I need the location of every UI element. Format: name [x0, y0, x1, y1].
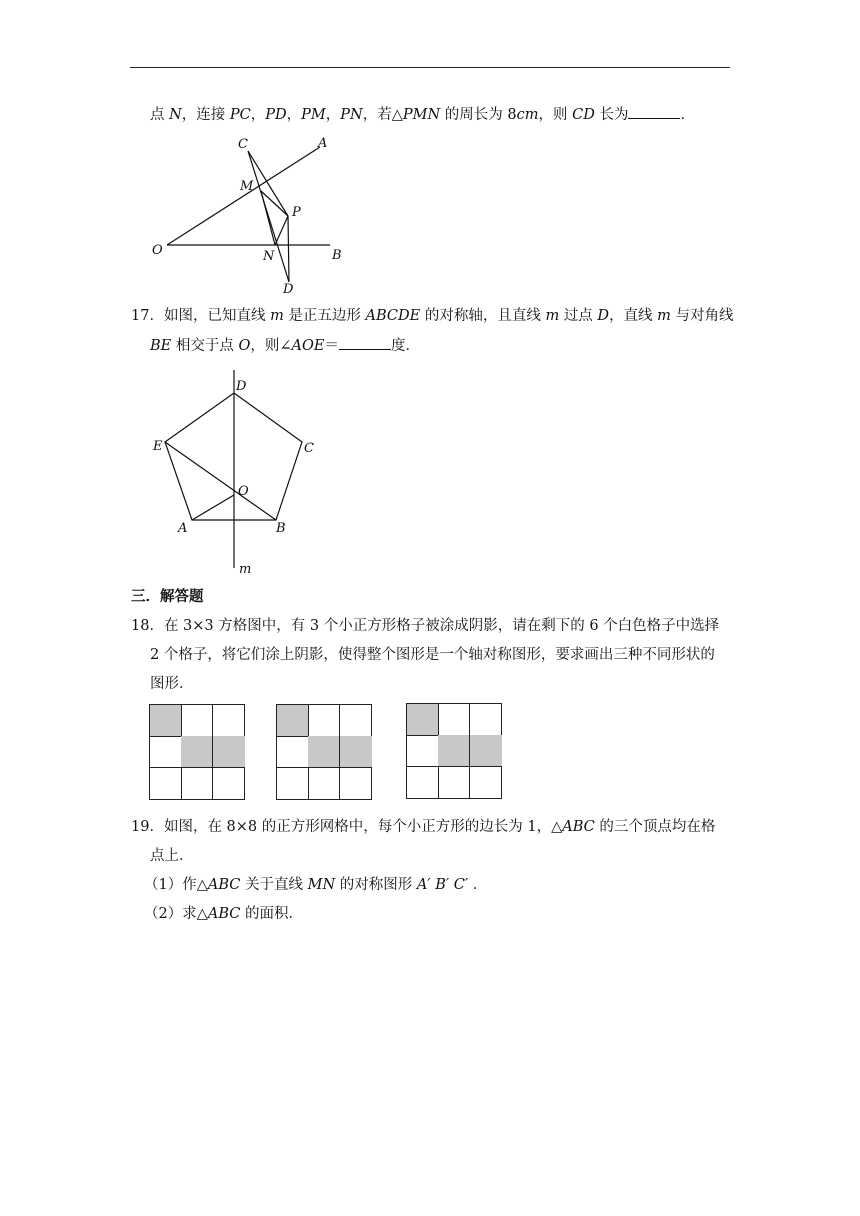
section-title: 三．解答题 [131, 588, 204, 605]
label-B: B [332, 248, 342, 263]
label-N: N [263, 249, 275, 264]
label-C: C [238, 137, 248, 152]
grid-cell [308, 768, 340, 800]
grid-cell [213, 705, 245, 737]
label-A: A [318, 136, 328, 151]
label-D: D [236, 379, 247, 394]
diagonal-BE [165, 442, 276, 520]
grid-cell [213, 768, 245, 800]
grid-cell [438, 767, 470, 799]
label-E: E [153, 439, 163, 454]
answer-blank [628, 104, 680, 119]
q16-text-line: 点 N，连接 PC，PD，PM，PN，若△PMN 的周长为 8cm，则 CD 长为 ． [150, 104, 695, 125]
grid-3x3 [276, 704, 372, 800]
label-m: m [239, 562, 252, 577]
grid-cell [470, 767, 502, 799]
q18-line-2: 2 个格子，将它们涂上阴影，使得整个图形是一个轴对称图形，要求画出三种不同形状的 [150, 647, 715, 663]
grid-cell [340, 768, 372, 800]
grid-cell [438, 704, 470, 736]
grid-cell [181, 705, 213, 737]
q17-pentagon-figure [145, 370, 325, 580]
q19-part-2: （2）求△ABC 的面积． [144, 906, 303, 922]
grid-3x3 [406, 703, 502, 799]
grid-cell [277, 768, 309, 800]
grid-cell [150, 736, 182, 768]
q18-line-3: 图形． [150, 676, 194, 692]
q19-part-1: （1）作△ABC 关于直线 MN 的对称图形 A′ B′ C′ ． [144, 877, 488, 893]
grid-cell [277, 736, 309, 768]
q19-line-2: 点上． [150, 848, 194, 864]
q17-line-1: 17．如图，已知直线 m 是正五边形 ABCDE 的对称轴，且直线 m 过点 D，直线 m 与对角线 [131, 308, 734, 324]
shaded-cell [340, 736, 372, 768]
shaded-cell [470, 735, 502, 767]
q19-line-1: 19．如图，在 8×8 的正方形网格中，每个小正方形的边长为 1，△ABC 的三个顶点均在格 [131, 819, 716, 835]
label-O: O [238, 484, 249, 499]
grid-cell [470, 704, 502, 736]
shaded-cell [438, 735, 470, 767]
grid-cell [150, 768, 182, 800]
shaded-cell [308, 736, 340, 768]
header-rule [130, 67, 730, 68]
label-O: O [152, 243, 163, 258]
ray-OA [167, 147, 320, 245]
grid-cell [308, 705, 340, 737]
segment-AO [192, 495, 234, 520]
shaded-cell [181, 736, 213, 768]
shaded-cell [150, 705, 182, 737]
segment-PN [275, 216, 288, 245]
grid-cell [340, 705, 372, 737]
label-C: C [304, 441, 314, 456]
segment-MN [261, 191, 275, 245]
answer-blank [339, 335, 391, 350]
shaded-cell [277, 705, 309, 737]
shaded-cell [213, 736, 245, 768]
label-B: B [276, 521, 286, 536]
label-M: M [240, 179, 254, 194]
grid-cell [407, 767, 439, 799]
shaded-cell [407, 704, 439, 736]
q17-line-2: BE 相交于点 O，则∠AOE＝ 度． [150, 335, 420, 356]
segment-CP [248, 151, 288, 216]
label-A: A [178, 521, 188, 536]
segment-PD [288, 216, 289, 282]
label-D: D [283, 282, 294, 297]
grid-cell [407, 735, 439, 767]
q18-line-1: 18．在 3×3 方格图中，有 3 个小正方形格子被涂成阴影，请在剩下的 6 个白色格子中选择 [131, 618, 720, 634]
grid-cell [181, 768, 213, 800]
q16-figure [140, 130, 360, 295]
grid-3x3 [149, 704, 245, 800]
label-P: P [292, 205, 301, 220]
